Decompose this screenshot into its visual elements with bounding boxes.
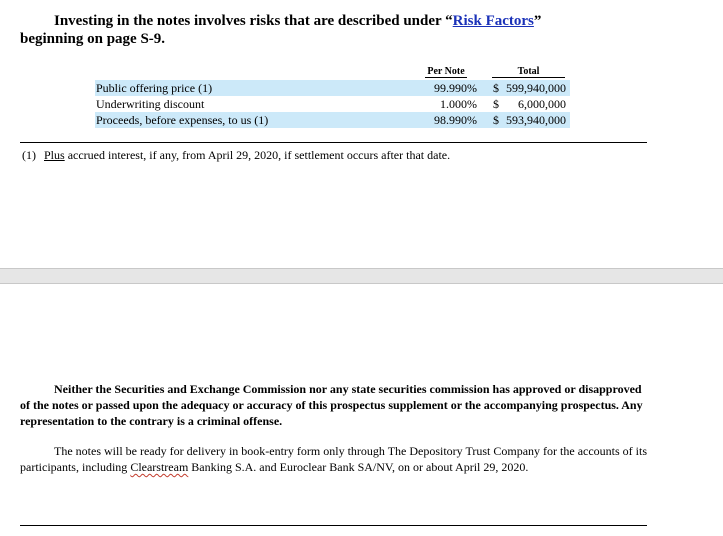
risk-intro-closing-quote: ” bbox=[533, 13, 542, 29]
row-label: Public offering price (1) bbox=[96, 81, 213, 95]
total-value: 6,000,000 bbox=[518, 97, 566, 111]
sec-disclaimer-text: Neither the Securities and Exchange Commission nor any state securities commission has approved or disapproved of the notes or passed upon the adequacy or accuracy of this prospectus supplement or the accompanying prospectus. Any representation to the contrary is a criminal offense. bbox=[20, 382, 643, 428]
footnote-divider bbox=[20, 142, 647, 143]
per-note-value: 1.000% bbox=[440, 97, 477, 111]
row-label: Underwriting discount bbox=[96, 97, 205, 111]
page-break bbox=[0, 268, 723, 284]
footnote-marker: (1) bbox=[22, 148, 36, 162]
per-note-value: 98.990% bbox=[434, 113, 477, 127]
per-note-header: Per Note bbox=[425, 66, 467, 78]
footnote-text: accrued interest, if any, from April 29, 2020, if settlement occurs after that date. bbox=[64, 148, 451, 162]
table-row bbox=[95, 112, 570, 128]
risk-factors-link[interactable]: Risk Factors bbox=[452, 13, 534, 29]
delivery-text-start: The notes will be ready for delivery in book-entry form only through The Depository Trust Company for the accounts of its participants, including bbox=[20, 444, 648, 474]
pricing-table bbox=[95, 66, 570, 128]
table-row bbox=[95, 96, 570, 112]
risk-intro-text: Investing in the notes involves risks that are described under “ bbox=[54, 13, 453, 29]
risk-factors-intro bbox=[20, 12, 660, 48]
currency-symbol: $ bbox=[493, 113, 499, 127]
currency-symbol: $ bbox=[493, 97, 499, 111]
row-label: Proceeds, before expenses, to us (1) bbox=[96, 113, 269, 127]
currency-symbol: $ bbox=[493, 81, 499, 95]
per-note-value: 99.990% bbox=[434, 81, 477, 95]
total-value: 593,940,000 bbox=[506, 113, 566, 127]
total-value: 599,940,000 bbox=[506, 81, 566, 95]
sec-disclaimer bbox=[20, 381, 650, 429]
bottom-divider bbox=[20, 525, 647, 526]
total-header: Total bbox=[492, 66, 565, 78]
delivery-paragraph bbox=[20, 443, 650, 475]
footnote-plus-link[interactable]: Plus bbox=[44, 148, 65, 162]
risk-intro-page-ref: beginning on page S-9. bbox=[20, 31, 166, 47]
delivery-text-end: Banking S.A. and Euroclear Bank SA/NV, on or about April 29, 2020. bbox=[188, 460, 529, 474]
table-row bbox=[95, 80, 570, 96]
pricing-table-header bbox=[95, 66, 570, 80]
footnote bbox=[22, 148, 642, 163]
spellcheck-flagged-word[interactable]: Clearstream bbox=[130, 460, 189, 474]
